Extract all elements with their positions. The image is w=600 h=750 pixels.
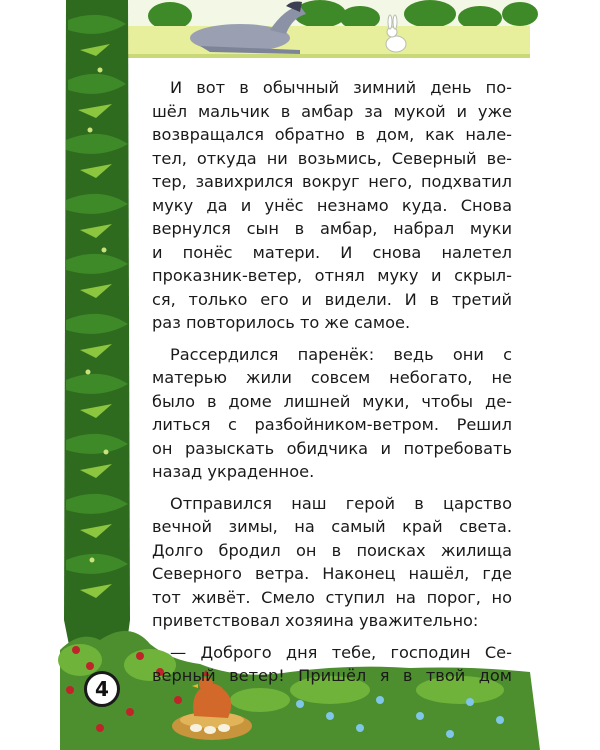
paragraph-1: [152, 76, 512, 335]
meadow: [120, 26, 530, 56]
paragraph-4: [152, 641, 512, 688]
text-line: матерью жили совсем небогато, не: [152, 368, 512, 387]
text-line: И вот в обычный зимний день по-: [170, 78, 512, 97]
text-line: Отправился наш герой в царство: [170, 493, 512, 513]
text-line: верный ветер! Пришёл я в твой дом: [152, 666, 512, 685]
text-line: Долго бродил он в поисках жилища: [152, 540, 512, 560]
text-line: раз повторилось то же самое.: [152, 313, 411, 332]
story-text: [152, 76, 512, 696]
text-line: вернулся сын в амбар, набрал муки: [152, 219, 512, 238]
text-line: тел, откуда ни возьмись, Северный ве-: [152, 148, 512, 168]
fir-tree-border: [64, 0, 130, 650]
text-line: муку да и унёс незнамо куда. Снова: [152, 195, 512, 215]
text-line: — Доброго дня тебе, господин Се-: [170, 642, 512, 662]
text-line: и понёс матери. И снова налетел: [152, 242, 512, 262]
text-line: ся, только его и видели. И в третий: [152, 289, 512, 309]
text-line: вечной зимы, на самый край света.: [152, 517, 512, 536]
page-number: 4: [84, 671, 120, 707]
text-line: тот живёт. Смело ступил на порог, но: [152, 587, 512, 607]
text-line: проказник-ветер, отнял муку и скрыл-: [152, 266, 512, 285]
text-line: тер, завихрился вокруг него, подхватил: [152, 172, 512, 191]
text-line: приветствовал хозяина уважительно:: [152, 611, 479, 630]
paragraph-3: [152, 492, 512, 633]
text-line: Северного ветра. Наконец нашёл, где: [152, 564, 512, 583]
text-line: шёл мальчик в амбар за мукой и уже: [152, 101, 512, 121]
text-line: назад украденное.: [152, 462, 315, 481]
text-line: Рассердился паренёк: ведь они с: [170, 344, 512, 364]
text-line: возвращался обратно в дом, как нале-: [152, 125, 512, 144]
paragraph-2: [152, 343, 512, 484]
text-line: было в доме лишней муки, чтобы де-: [152, 391, 512, 411]
text-line: он разыскать обидчика и потребовать: [152, 438, 512, 458]
text-line: литься с разбойником-ветром. Решил: [152, 415, 512, 434]
